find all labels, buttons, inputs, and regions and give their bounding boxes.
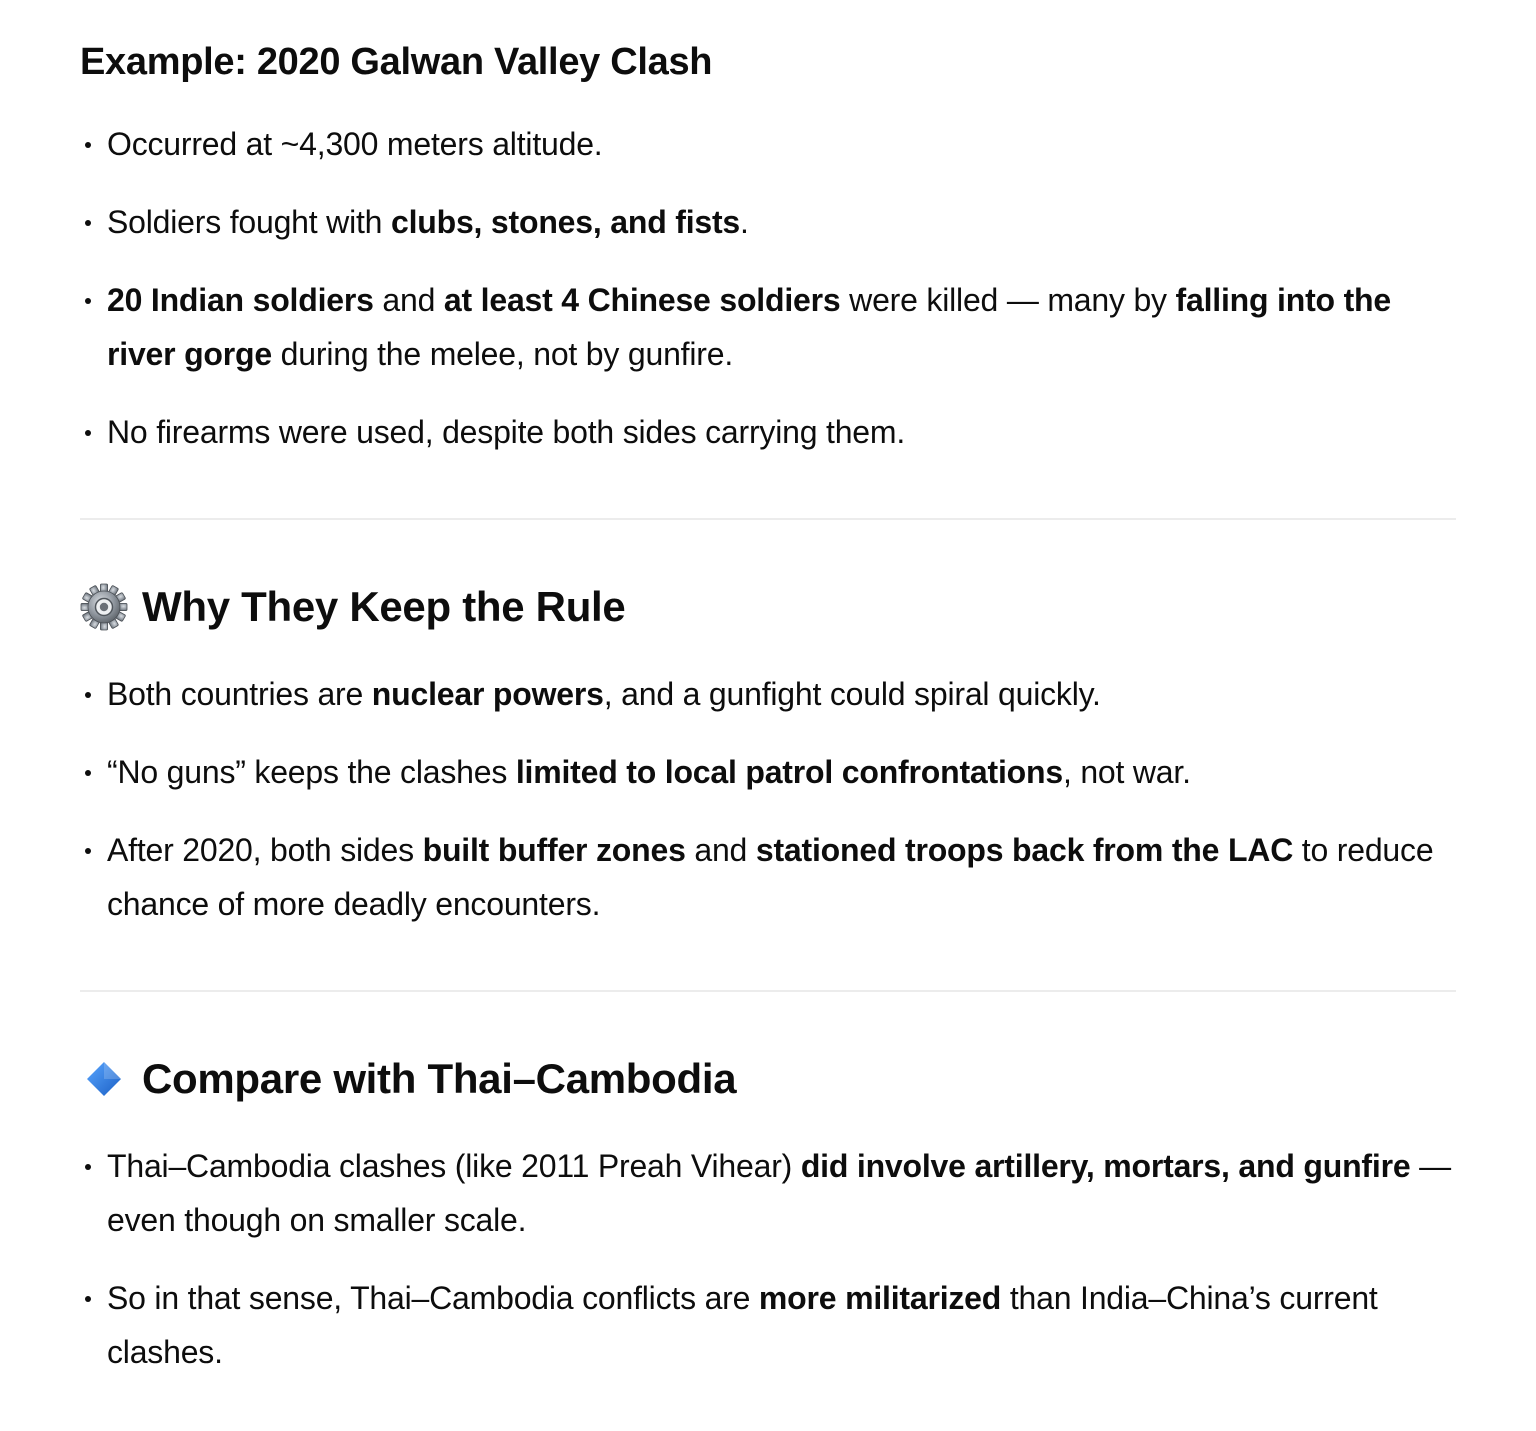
section-heading-compare: [80, 1054, 736, 1104]
bullet-list-compare: [80, 1139, 1456, 1379]
list-item: [80, 745, 1456, 799]
bold-text: at least 4 Chinese soldiers: [443, 282, 841, 318]
list-item: [80, 195, 1456, 249]
list-item: [80, 117, 1456, 171]
list-item: [80, 405, 1456, 459]
text-run: were killed — many by: [840, 282, 1176, 318]
text-run: So in that sense, Thai–Cambodia conflicts are: [107, 1280, 759, 1316]
text-run: , not war.: [1062, 754, 1191, 790]
bold-text: clubs, stones, and fists: [390, 204, 741, 240]
text-run: No firearms were used, despite both sides carrying them.: [107, 414, 906, 450]
text-run: , and a gunfight could spiral quickly.: [603, 676, 1101, 712]
text-run: Occurred at ~4,300 meters altitude.: [107, 126, 603, 162]
text-run: .: [740, 204, 749, 240]
list-item: [80, 1139, 1456, 1247]
section-divider: [80, 518, 1456, 520]
blue-diamond-icon: [80, 1055, 128, 1103]
bold-text: 20 Indian soldiers: [107, 282, 374, 318]
list-item: [80, 1271, 1456, 1379]
text-run: Thai–Cambodia clashes (like 2011 Preah Vihear): [107, 1148, 801, 1184]
text-run: and: [685, 832, 756, 868]
section-heading-why: [80, 582, 625, 632]
bullet-list-why: [80, 667, 1456, 931]
section-heading-galwan: Example: 2020 Galwan Valley Clash: [80, 41, 713, 83]
text-run: to reduce chance of more deadly encounters.: [107, 832, 1434, 922]
bold-text: built buffer zones: [422, 832, 686, 868]
text-run: Soldiers fought with: [107, 204, 391, 240]
bold-text: nuclear powers: [371, 676, 604, 712]
bold-text: stationed troops back from the LAC: [755, 832, 1294, 868]
text-run: After 2020, both sides: [107, 832, 423, 868]
section-divider: [80, 990, 1456, 992]
text-run: than India–China’s current clashes.: [107, 1280, 1378, 1370]
bold-text: limited to local patrol confrontations: [515, 754, 1063, 790]
section-heading-compare-text: Compare with Thai–Cambodia: [142, 1055, 737, 1102]
gear-icon: [80, 583, 128, 631]
text-run: — even though on smaller scale.: [107, 1148, 1451, 1238]
text-run: “No guns” keeps the clashes: [107, 754, 516, 790]
list-item: [80, 823, 1456, 931]
text-run: during the melee, not by gunfire.: [271, 336, 734, 372]
bold-text: did involve artillery, mortars, and gunfire: [800, 1148, 1411, 1184]
text-run: Both countries are: [107, 676, 372, 712]
bold-text: more militarized: [758, 1280, 1002, 1316]
list-item: [80, 273, 1456, 381]
list-item: [80, 667, 1456, 721]
bold-text: falling into the river gorge: [107, 282, 1391, 372]
section-heading-why-text: Why They Keep the Rule: [142, 583, 626, 630]
text-run: and: [373, 282, 444, 318]
bullet-list-galwan: [80, 117, 1456, 459]
